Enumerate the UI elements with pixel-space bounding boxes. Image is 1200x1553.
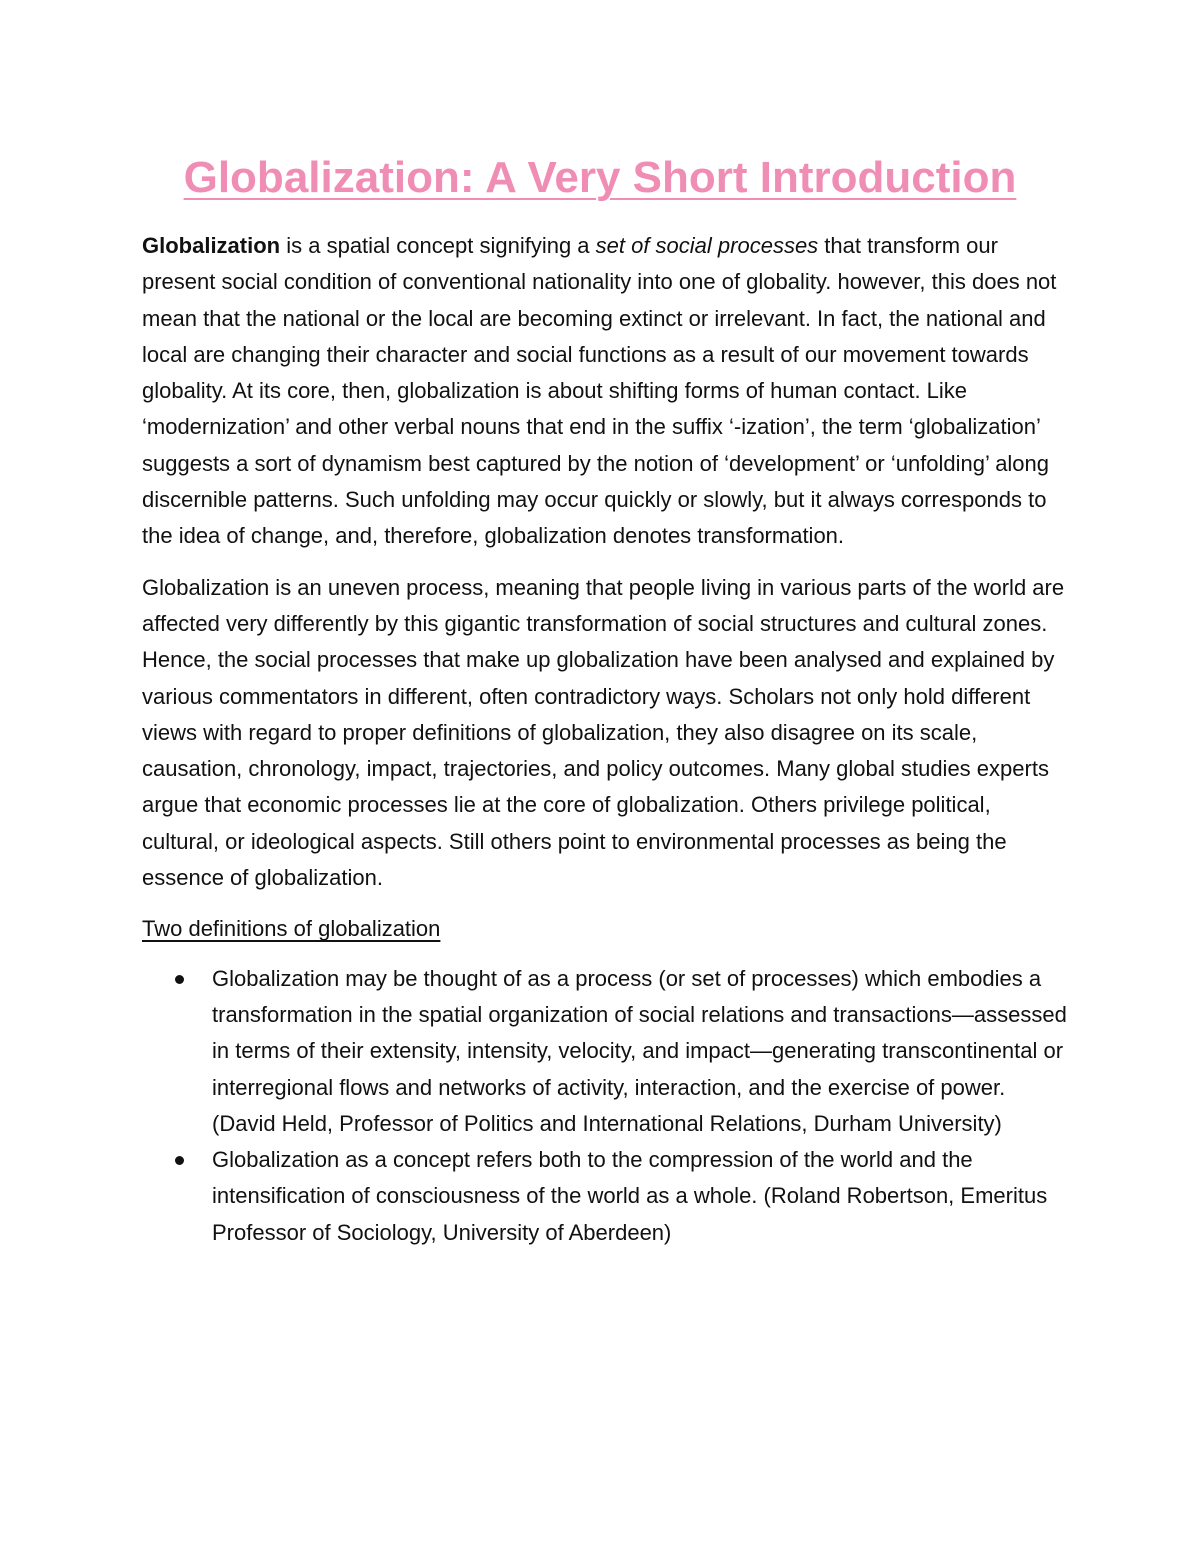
paragraph-intro-text-a: is a spatial concept signifying a [280,233,596,258]
list-item [142,1142,1072,1251]
definition-text: Globalization may be thought of as a process (or set of processes) which embodies a transformation in the spatial organization of social relations and transactions—assessed in terms of their extensity, intensity, velocity, and impact—generating transcontinental or interregional flows and networks of activity, interaction, and the exercise of power. (David Held, Professor of Politics and International Relations, Durham University) [212,965,1067,1136]
bullet-icon [175,975,184,984]
bold-term: Globalization [142,233,281,258]
bullet-icon [175,1156,184,1165]
section-heading: Two definitions of globalization [142,916,441,942]
italic-phrase: set of social processes [595,233,819,258]
document-title: Globalization: A Very Short Introduction [183,153,1017,202]
document-body [142,228,1072,1251]
paragraph-intro-text-b: that transform our present social condition of conventional nationality into one of globality. however, this does not mean that the national or the local are becoming extinct or irrelevant. In fact, the national and local are changing their character and social functions as a result of our movement towards globality. At its core, then, globalization is about shifting forms of human contact. Like ‘modernization’ and other verbal nouns that end in the suffix ‘-ization’, the term ‘globalization’ suggests a sort of dynamism best captured by the notion of ‘development’ or ‘unfolding’ along discernible patterns. Such unfolding may occur quickly or slowly, but it always corresponds to the idea of change, and, therefore, globalization denotes transformation. [142,233,1057,549]
definitions-list [142,961,1072,1251]
definition-text: Globalization as a concept refers both to the compression of the world and the intensification of consciousness of the world as a whole. (Roland Robertson, Emeritus Professor of Sociology, University of Aberdeen) [212,1147,1048,1245]
paragraph-uneven-process: Globalization is an uneven process, meaning that people living in various parts of the world are affected very differently by this gigantic transformation of social structures and cultural zones. Hence, the social processes that make up globalization have been analysed and explained by various commentators in different, often contradictory ways. Scholars not only hold different views with regard to proper definitions of globalization, they also disagree on its scale, causation, chronology, impact, trajectories, and policy outcomes. Many global studies experts argue that economic processes lie at the core of globalization. Others privilege political, cultural, or ideological aspects. Still others point to environmental processes as being the essence of globalization. [142,574,1065,891]
list-item [142,961,1072,1142]
paragraph-intro [142,228,1072,555]
